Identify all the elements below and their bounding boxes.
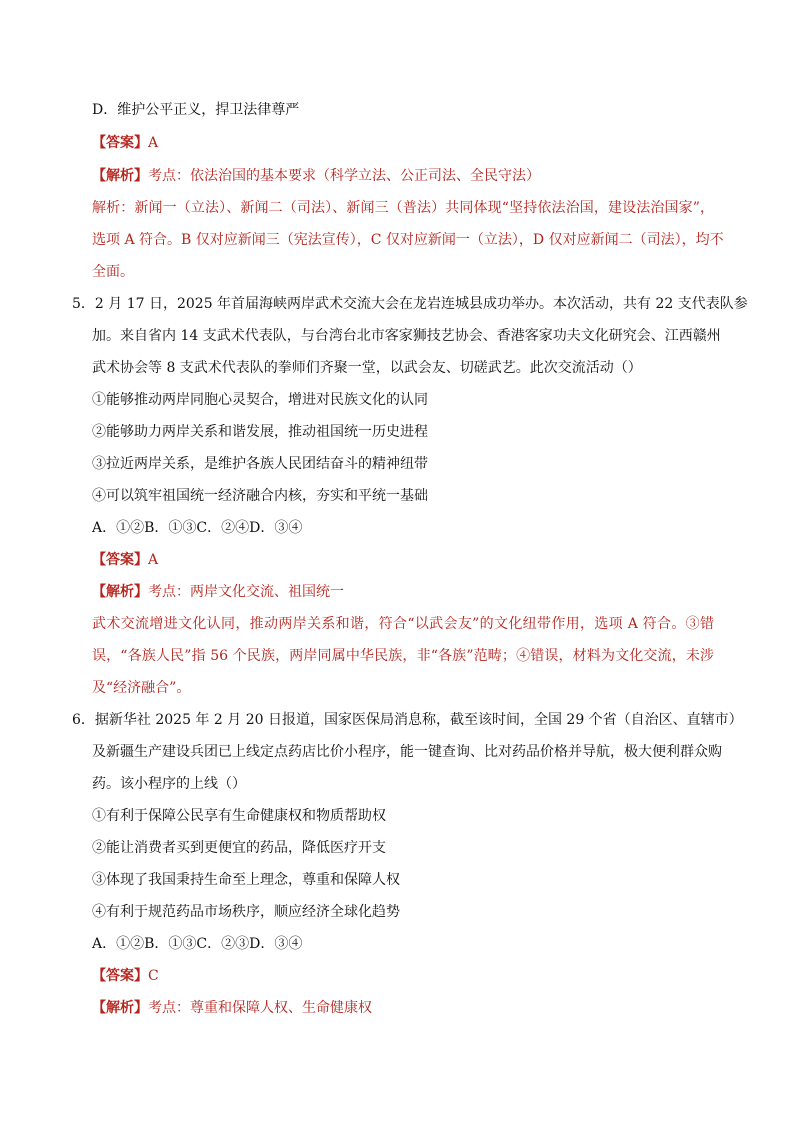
q4-option-d: D．维护公平正义，捍卫法律尊严 (92, 102, 300, 118)
q6-stem-line: 及新疆生产建设兵团已上线定点药店比价小程序，能一键查询、比对药品价格并导航，极大便利群众购 (92, 744, 722, 760)
answer-value: A (148, 135, 159, 151)
q5-option-1: ①能够推动两岸同胞心灵契合，增进对民族文化的认同 (92, 392, 428, 408)
q6-option-4: ④有利于规范药品市场秩序，顺应经济全球化趋势 (92, 904, 400, 920)
q6-choices: A．①②B．①③C．②③D．③④ (92, 936, 303, 952)
answer-value: A (148, 552, 159, 568)
q4-analysis-heading (92, 166, 540, 186)
q6-option-3: ③体现了我国秉持生命至上理念，尊重和保障人权 (92, 872, 400, 888)
q5-analysis-line: 及“经济融合”。 (92, 680, 191, 696)
q5-analysis-line: 武术交流增进文化认同，推动两岸关系和谐，符合“以武会友”的文化纽带作用，选项 A 符合。③错 (92, 616, 714, 632)
analysis-point: 考点：尊重和保障人权、生命健康权 (148, 1000, 372, 1016)
q5-option-3: ③拉近两岸关系，是维护各族人民团结奋斗的精神纽带 (92, 456, 428, 472)
q4-analysis-line: 解析：新闻一（立法）、新闻二（司法）、新闻三（普法）共同体现“坚持依法治国，建设法治国家”， (92, 200, 714, 216)
analysis-point: 考点：两岸文化交流、祖国统一 (148, 584, 344, 600)
answer-label: 【答案】 (92, 135, 148, 151)
q4-answer (92, 133, 158, 153)
q5-analysis-line: 误，“各族人民”指 56 个民族，两岸同属中华民族，非“各族”范畴；④错误，材料为文化交流，未涉 (92, 648, 714, 664)
q6-answer (92, 966, 159, 986)
q6-option-1: ①有利于保障公民享有生命健康权和物质帮助权 (92, 808, 386, 824)
q5-stem-line: 武术协会等 8 支武术代表队的拳师们齐聚一堂，以武会友、切磋武艺。此次交流活动（） (92, 360, 642, 376)
q5-option-4: ④可以筑牢祖国统一经济融合内核，夯实和平统一基础 (92, 488, 428, 504)
q6-analysis-heading (92, 998, 372, 1018)
q4-analysis-line: 全面。 (92, 264, 134, 280)
answer-label: 【答案】 (92, 968, 148, 984)
q5-option-2: ②能够助力两岸关系和谐发展，推动祖国统一历史进程 (92, 424, 428, 440)
analysis-label: 【解析】 (92, 168, 148, 184)
q6-stem-line: 6．据新华社 2025 年 2 月 20 日报道，国家医保局消息称，截至该时间，全国 29 个省（自治区、直辖市） (72, 712, 743, 728)
answer-label: 【答案】 (92, 552, 148, 568)
q4-analysis-line: 选项 A 符合。B 仅对应新闻三（宪法宣传），C 仅对应新闻一（立法），D 仅对应新闻二（司法），均不 (92, 232, 724, 248)
q6-option-2: ②能让消费者买到更便宜的药品，降低医疗开支 (92, 840, 386, 856)
analysis-label: 【解析】 (92, 1000, 148, 1016)
q6-stem-line: 药。该小程序的上线（） (92, 776, 246, 792)
q5-stem-line: 5．2 月 17 日，2025 年首届海峡两岸武术交流大会在龙岩连城县成功举办。本次活动，共有 22 支代表队参 (72, 296, 748, 312)
q5-choices: A．①②B．①③C．②④D．③④ (92, 520, 303, 536)
q5-analysis-heading (92, 582, 344, 602)
analysis-point: 考点：依法治国的基本要求（科学立法、公正司法、全民守法） (148, 168, 540, 184)
q5-stem-line: 加。来自省内 14 支武术代表队，与台湾台北市客家狮技艺协会、香港客家功夫文化研究会、江西赣州 (92, 328, 721, 344)
q5-answer (92, 550, 158, 570)
answer-value: C (148, 968, 159, 984)
analysis-label: 【解析】 (92, 584, 148, 600)
